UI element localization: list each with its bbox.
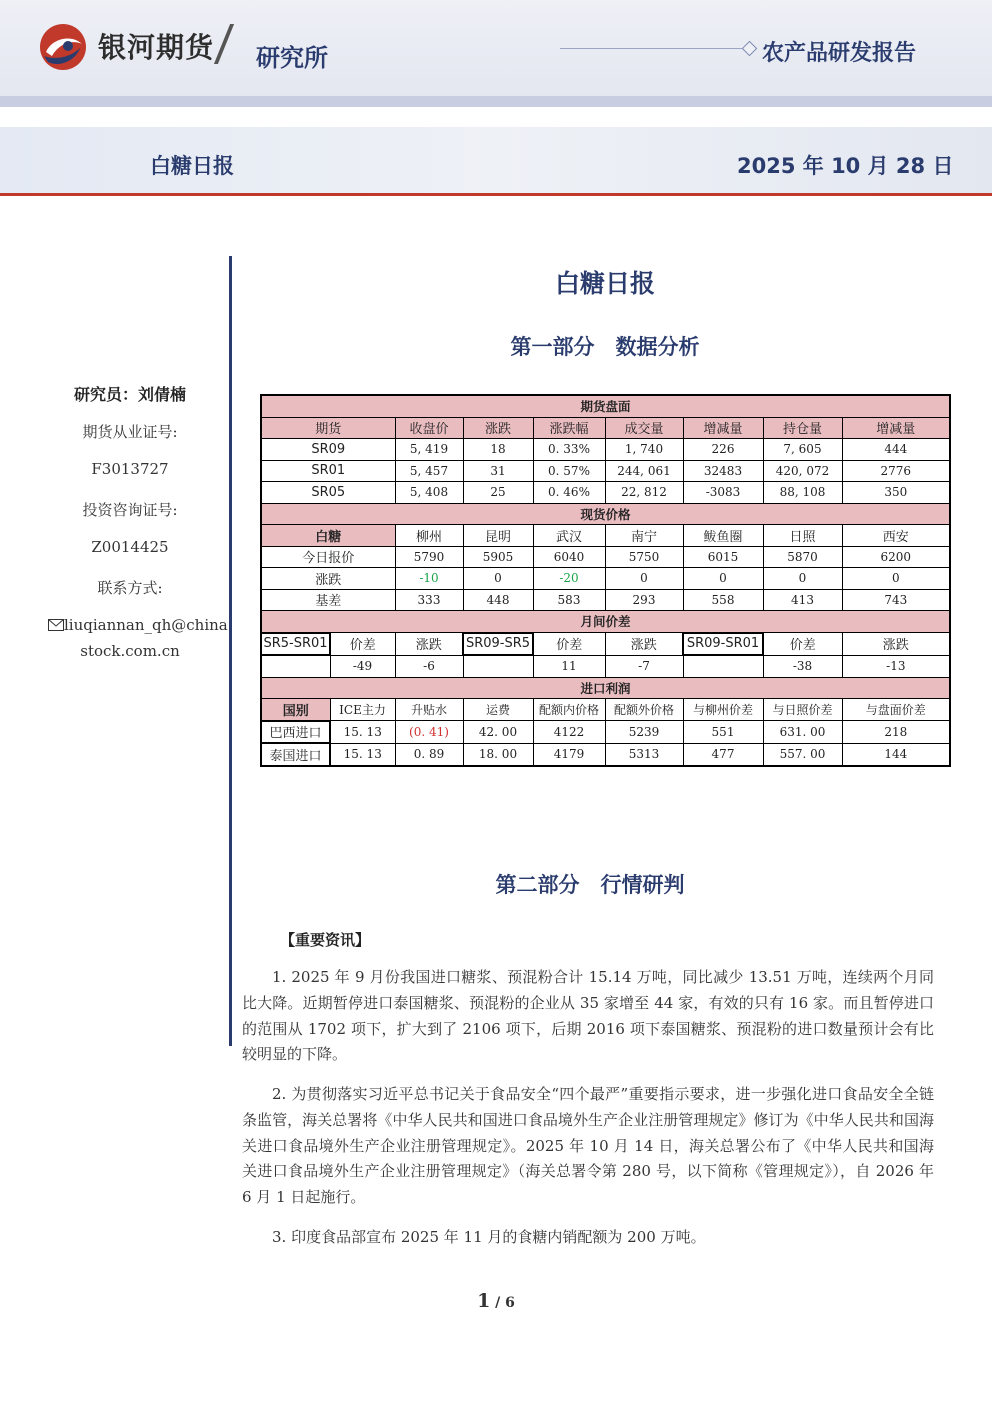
spot-header-row (261, 525, 950, 547)
table-cell: 32483 (683, 460, 763, 482)
table-row (261, 546, 950, 568)
table-cell: 5, 419 (395, 439, 463, 461)
header-cell: 配额内价格 (533, 699, 605, 721)
table-cell: (0. 41) (395, 721, 463, 744)
table-row (261, 482, 950, 504)
header-cell: 南宁 (605, 525, 683, 547)
news-heading: 【重要资讯】 (280, 931, 371, 949)
data-table (260, 394, 951, 767)
header-band (0, 96, 992, 107)
table-cell: 0 (842, 568, 950, 590)
table-cell: 558 (683, 589, 763, 611)
header-cell: 涨跌 (395, 633, 463, 656)
section-row-futures (261, 395, 950, 417)
table-cell: 293 (605, 589, 683, 611)
table-row (261, 568, 950, 590)
table-cell: 7, 605 (763, 439, 842, 461)
table-cell: 15. 13 (330, 743, 395, 766)
header-cell: SR5-SR01 (261, 633, 330, 656)
advisory-cert-number: Z0014425 (91, 538, 169, 556)
header-cell: 价差 (763, 633, 842, 656)
brand-name: 银河期货 (98, 31, 215, 64)
table-cell: 5239 (605, 721, 683, 744)
table-cell: 42. 00 (463, 721, 533, 744)
header-cell: 涨跌 (842, 633, 950, 656)
table-cell: 0 (683, 568, 763, 590)
table-cell: 244, 061 (605, 460, 683, 482)
table-cell: -6 (395, 655, 463, 677)
row-label: SR05 (261, 482, 395, 504)
futures-cert-label: 期货从业证号: (82, 423, 178, 441)
header-cell: 期货 (261, 417, 395, 439)
table-cell: 5750 (605, 546, 683, 568)
row-label: 巴西进口 (261, 721, 330, 744)
table-cell: 413 (763, 589, 842, 611)
row-label: 涨跌 (261, 568, 395, 590)
report-type: 农产品研发报告 (762, 41, 917, 66)
row-label: 基差 (261, 589, 395, 611)
table-cell: 5, 457 (395, 460, 463, 482)
header-divider (214, 24, 234, 64)
table-cell: 0. 46% (533, 482, 605, 504)
header-cell: SR09-SR01 (683, 633, 763, 656)
table-cell: 5, 408 (395, 482, 463, 504)
section-1-title: 第一部分 数据分析 (510, 335, 700, 359)
table-cell: 0 (605, 568, 683, 590)
table-row (261, 721, 950, 744)
header-cell: 收盘价 (395, 417, 463, 439)
header-cell: ICE主力 (330, 699, 395, 721)
header-cell: 涨跌幅 (533, 417, 605, 439)
table-cell: 631. 00 (763, 721, 842, 744)
table-cell: 22, 812 (605, 482, 683, 504)
table-cell: 88, 108 (763, 482, 842, 504)
header-cell: 与柳州价差 (683, 699, 763, 721)
table-cell: 448 (463, 589, 533, 611)
table-row (261, 589, 950, 611)
table-cell: 743 (842, 589, 950, 611)
table-cell: 6200 (842, 546, 950, 568)
table-cell: 4179 (533, 743, 605, 766)
table-row (261, 460, 950, 482)
table-cell: 18 (463, 439, 533, 461)
header-cell: 增减量 (683, 417, 763, 439)
table-row (261, 439, 950, 461)
table-cell: 1, 740 (605, 439, 683, 461)
email-link[interactable] (48, 616, 228, 634)
table-cell: 477 (683, 743, 763, 766)
table-cell: 557. 00 (763, 743, 842, 766)
header-cell: 日照 (763, 525, 842, 547)
header-cell: 涨跌 (605, 633, 683, 656)
table-cell: -38 (763, 655, 842, 677)
row-label: SR09 (261, 439, 395, 461)
sidebar-divider (229, 256, 232, 1046)
table-cell: -10 (395, 568, 463, 590)
table-cell: 31 (463, 460, 533, 482)
table-cell: 0 (463, 568, 533, 590)
header-cell: 与盘面价差 (842, 699, 950, 721)
section-title: 进口利润 (261, 677, 950, 699)
header-cell: 价差 (533, 633, 605, 656)
table-cell: 218 (842, 721, 950, 744)
header-cell: 柳州 (395, 525, 463, 547)
table-cell: 333 (395, 589, 463, 611)
futures-header-row (261, 417, 950, 439)
import-header-row (261, 699, 950, 721)
table-cell: 18. 00 (463, 743, 533, 766)
table-cell: 5313 (605, 743, 683, 766)
table-cell: -3083 (683, 482, 763, 504)
section-row-spread (261, 611, 950, 633)
row-label: SR01 (261, 460, 395, 482)
table-cell: 420, 072 (763, 460, 842, 482)
header-cell: 持仓量 (763, 417, 842, 439)
table-cell (683, 655, 763, 677)
header-cell: 白糖 (261, 525, 395, 547)
header-cell: 国别 (261, 699, 330, 721)
page-number (0, 1290, 992, 1312)
header-cell: 升贴水 (395, 699, 463, 721)
header-cell: 西安 (842, 525, 950, 547)
header-cell: 增减量 (842, 417, 950, 439)
table-row (261, 655, 950, 677)
spread-header-row (261, 633, 950, 656)
futures-cert-number: F3013727 (91, 460, 169, 478)
table-cell: -13 (842, 655, 950, 677)
table-cell: 350 (842, 482, 950, 504)
section-2-title: 第二部分 行情研判 (495, 873, 685, 897)
table-cell: 25 (463, 482, 533, 504)
table-cell: 11 (533, 655, 605, 677)
section-row-spot (261, 503, 950, 525)
table-cell: 0. 57% (533, 460, 605, 482)
department-name: 研究所 (256, 44, 328, 72)
header-cell: 武汉 (533, 525, 605, 547)
table-cell: 0 (763, 568, 842, 590)
header-cell: 价差 (330, 633, 395, 656)
news-paragraph-3: 3. 印度食品部宣布 2025 年 11 月的食糖内销配额为 200 万吨。 (272, 1228, 706, 1246)
main-title: 白糖日报 (554, 269, 655, 298)
table-cell (463, 655, 533, 677)
header-spacer (0, 107, 992, 127)
galaxy-logo-icon (38, 22, 88, 72)
table-cell: 6040 (533, 546, 605, 568)
table-cell: -49 (330, 655, 395, 677)
email-line-2[interactable]: stock.com.cn (80, 642, 180, 660)
header-cell: 运费 (463, 699, 533, 721)
table-cell: 444 (842, 439, 950, 461)
header-cell: 成交量 (605, 417, 683, 439)
title-bar-rule (0, 193, 992, 196)
header-rule (560, 48, 745, 49)
header-cell: 涨跌 (463, 417, 533, 439)
table-cell: 551 (683, 721, 763, 744)
table-cell (261, 655, 330, 677)
email-line-1: liuqiannan_qh@china (64, 616, 228, 634)
researcher-name: 研究员：刘倩楠 (73, 385, 186, 404)
row-label: 泰国进口 (261, 743, 330, 766)
section-row-import (261, 677, 950, 699)
current-page: 1 (477, 1290, 491, 1312)
table-cell: 5870 (763, 546, 842, 568)
table-row (261, 743, 950, 766)
total-pages: 6 (505, 1295, 515, 1311)
page-header (0, 0, 992, 96)
header-cell: 鲅鱼圈 (683, 525, 763, 547)
diamond-icon (742, 41, 758, 57)
section-title: 期货盘面 (261, 395, 950, 417)
header-cell: 昆明 (463, 525, 533, 547)
news-paragraph-2: 2. 为贯彻落实习近平总书记关于食品安全“四个最严”重要指示要求，进一步强化进口食品安全全链条监管，海关总署将《中华人民共和国进口食品境外生产企业注册管理规定》修订为《中华人民共和国海关进口食品境外生产企业注册管理规定》。2025 年 10 月 14 日，海关总署公布了《中华人民共和国海关进口食品境外生产企业注册管理规定》（海关总署令第 280 号，以下简称《管理规定》），自 2026 年 6 月 1 日起施行。 (242, 1085, 934, 1207)
table-cell: 226 (683, 439, 763, 461)
row-label: 今日报价 (261, 546, 395, 568)
table-cell: 583 (533, 589, 605, 611)
news-paragraph-1: 1. 2025 年 9 月份我国进口糖浆、预混粉合计 15.14 万吨，同比减少 13.51 万吨，连续两个月同比大降。近期暂停进口泰国糖浆、预混粉的企业从 35 家增至 44 家，有效的只有 16 家。而且暂停进口的范围从 1702 项下，扩大到了 2106 项下，后期 2016 项下泰国糖浆、预混粉的进口数量预计会有比较明显的下降。 (242, 968, 934, 1064)
header-cell: 配额外价格 (605, 699, 683, 721)
table-cell: -20 (533, 568, 605, 590)
table-cell: 5790 (395, 546, 463, 568)
table-cell: -7 (605, 655, 683, 677)
table-cell: 0. 89 (395, 743, 463, 766)
page-separator: / (490, 1295, 506, 1311)
advisory-cert-label: 投资咨询证号: (82, 501, 178, 519)
table-cell: 4122 (533, 721, 605, 744)
table-cell: 5905 (463, 546, 533, 568)
contact-label: 联系方式: (97, 579, 163, 597)
table-cell: 2776 (842, 460, 950, 482)
table-cell: 6015 (683, 546, 763, 568)
table-cell: 15. 13 (330, 721, 395, 744)
header-cell: 与日照价差 (763, 699, 842, 721)
doc-short-title: 白糖日报 (150, 154, 234, 178)
section-title: 月间价差 (261, 611, 950, 633)
mail-icon (48, 619, 64, 631)
header-cell: SR09-SR5 (463, 633, 533, 656)
doc-date: 2025 年 10 月 28 日 (737, 154, 954, 178)
table-cell: 144 (842, 743, 950, 766)
section-title: 现货价格 (261, 503, 950, 525)
table-cell: 0. 33% (533, 439, 605, 461)
